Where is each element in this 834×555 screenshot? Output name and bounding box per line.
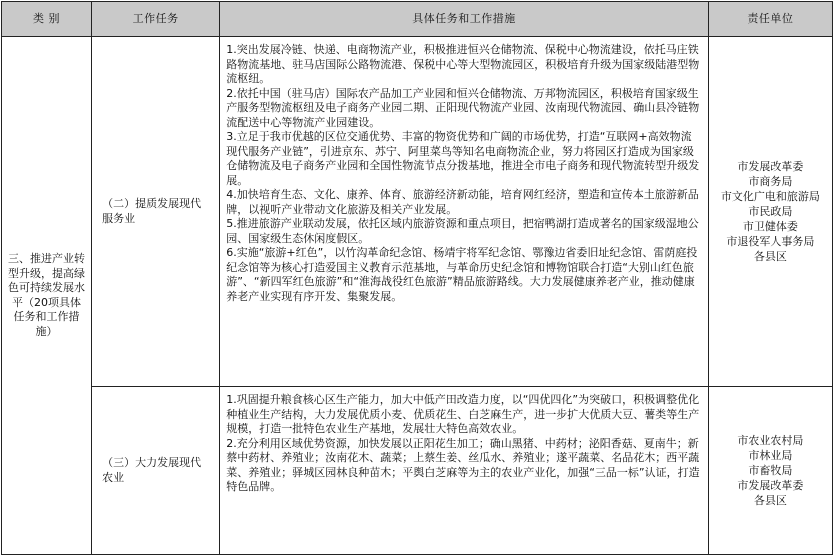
responsible-cell [708,37,832,387]
responsible-unit: 市商务局 [748,175,793,188]
detail-item: 3.立足于我市优越的区位交通优势、丰富的物资优势和广阔的市场优势，打造“互联网+高效物流现代服务产业链”，引进京东、苏宁、阿里菜鸟等知名电商物流企业，努力将园区打造成为国家级仓储物流及电子商务产业园和全国性物流节点分拨基地，推进全市电子商务和现代物流转型升级发展。 [226,130,700,187]
responsible-unit: 市退役军人事务局 [726,235,815,248]
header-responsible: 责任单位 [708,2,832,37]
header-detail: 具体任务和工作措施 [220,2,709,37]
responsible-unit: 市民政局 [748,205,793,218]
detail-item: 2.依托中国（驻马店）国际农产品加工产业园和恒兴仓储物流、万邦物流园区，积极培育国家级生产服务型物流枢纽及电子商务产业园二期、正阳现代物流产业园、汝南现代物流园、确山县冷链物流配送中心等物流产业园建设。 [226,86,700,129]
responsible-unit: 市卫健体委 [742,220,798,233]
responsible-unit: 市发展改革委 [737,160,804,173]
responsible-unit: 市文化广电和旅游局 [720,190,820,203]
task-cell: （三）大力发展现代农业 [92,387,220,555]
table-row [2,37,833,387]
detail-item: 4.加快培育生态、文化、康养、体育、旅游经济新动能，培育网红经济，塑造和宣传本土旅游新品牌，以视听产业带动文化旅游及相关产业发展。 [226,188,699,216]
responsible-unit: 市发展改革委 [737,479,804,492]
detail-cell [220,387,709,555]
detail-cell [220,37,709,387]
task-table [1,1,833,555]
header-task: 工作任务 [92,2,220,37]
category-cell: 三、推进产业转型升级，提高绿色可持续发展水平（20项具体任务和工作措施） [2,37,92,555]
task-cell: （二）提质发展现代服务业 [92,37,220,387]
responsible-unit: 各县区 [753,494,787,507]
detail-item: 2.充分利用区域优势资源，加快发展以正阳花生加工；确山黑猪、中药材；泌阳香菇、夏南牛；新蔡中药材、养殖业；汝南花木、蔬菜；上蔡生姜、丝瓜水、养殖业；遂平蔬菜、名品花木；西平蔬菜、养殖业；驿城区园林良种苗木；平舆白芝麻等为主的农业产业化，加强“三品一标”认证，打造特色品牌。 [226,436,700,493]
detail-item: 1.巩固提升粮食核心区生产能力，加大中低产田改造力度，以“四优四化”为突破口，积极调整优化种植业生产结构，大力发展优质小麦、优质花生、白芝麻生产，进一步扩大优质大豆、薯类等生产规模，打造一批特色农业生产基地，发展壮大特色高效农业。 [226,393,700,435]
detail-item: 5.推进旅游产业联动发展，依托区域内旅游资源和重点项目，把宿鸭湖打造成著名的国家级湿地公园、国家级生态休闲度假区。 [226,217,699,245]
responsible-unit: 市畜牧局 [748,464,793,477]
detail-item: 1.突出发展冷链、快递、电商物流产业，积极推进恒兴仓储物流、保税中心物流建设，依托马庄铁路物流基地、驻马店国际公路物流港、保税中心等大型物流园区，积极培育升级为国家级陆港型物流枢纽。 [226,43,700,85]
responsible-unit: 各县区 [753,250,787,263]
header-row [2,2,833,37]
detail-item: 6.实施“旅游+红色”，以竹沟革命纪念馆、杨靖宇将军纪念馆、鄂豫边省委旧址纪念馆、雷荫庭投纪念馆等为核心打造爱国主义教育示范基地，与革命历史纪念馆和博物馆联合打造“大别山红色旅游”、“新四军红色旅游”和“淮海战役红色旅游”精品旅游路线。大力发展健康养老产业，推动健康养老产业实现有序开发、集聚发展。 [226,246,698,303]
responsible-unit: 市林业局 [748,449,793,462]
header-category: 类 别 [2,2,92,37]
responsible-unit: 市农业农村局 [737,434,804,447]
responsible-cell [708,387,832,555]
table-row [2,387,833,555]
